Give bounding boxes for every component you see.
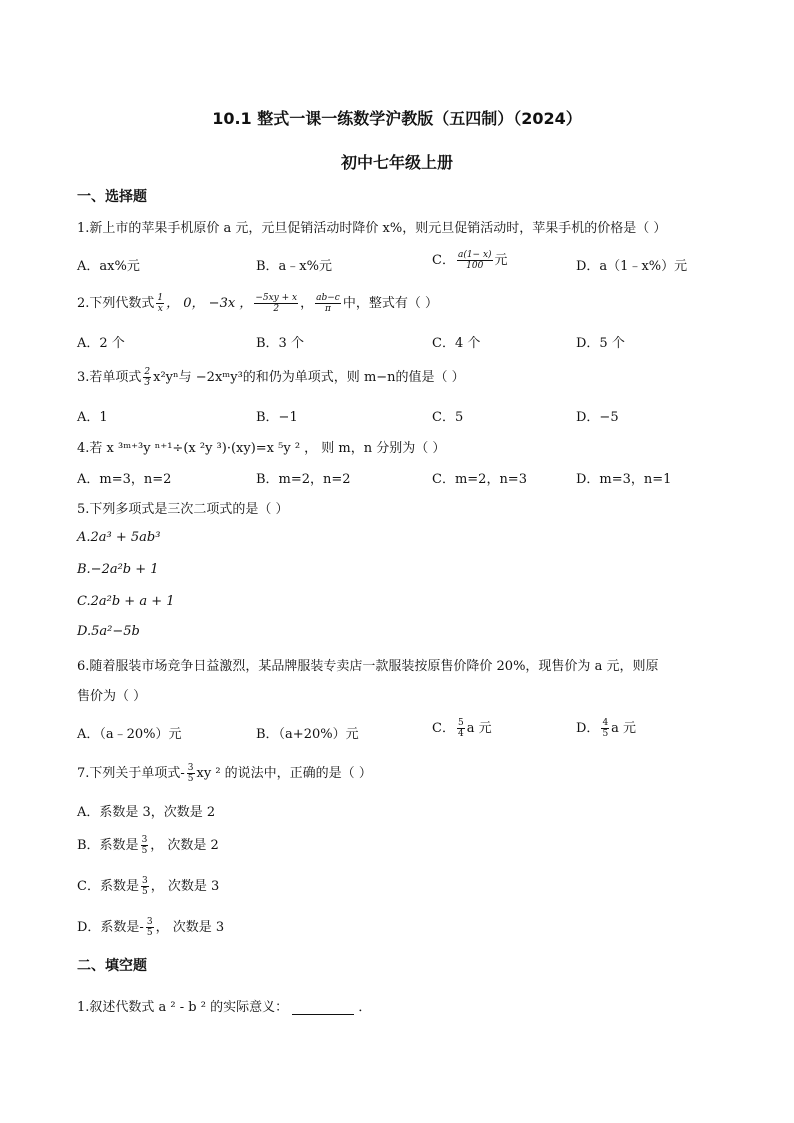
q7-stem: 7.下列关于单项式- $\frac{3}{5}$ xy ² 的说法中，正确的是（ ） <box>77 763 372 784</box>
q1-option-a: A．ax%元 <box>77 259 140 274</box>
q3-stem: 3.若单项式 $\frac{2}{3}$ x²yⁿ与 −2xᵐy³的和仍为单项式，则 m−n的值是（ ） <box>77 367 465 388</box>
q5-option-d: D.5a²−5b <box>77 624 140 639</box>
q4-option-a: A．m=3，n=2 <box>77 472 172 487</box>
fraction: $\frac{ab-c}{\pi}$ <box>316 293 340 314</box>
fraction: $\frac{a(1- x)}{100}$ <box>457 250 492 271</box>
q2-stem: 2.下列代数式 $\frac{1}{x}$ ， 0， −3x ， $\frac{-5xy + x}{2}$ ， $\frac{ab-c}{\pi}$ 中，整式有（ ） <box>77 293 438 314</box>
answer-blank[interactable] <box>292 1002 354 1015</box>
q6-option-b: B．（a+20%）元 <box>256 727 359 742</box>
q1-option-b: B．a﹣x%元 <box>256 259 332 274</box>
q5-option-c: C.2a²b + a + 1 <box>77 594 175 609</box>
fraction: $\frac{-5xy + x}{2}$ <box>255 293 298 314</box>
fraction: $\frac{3}{5}$ <box>187 763 194 784</box>
fraction: $\frac{3}{5}$ <box>141 835 148 856</box>
q1-option-d: D．a（1﹣x%）元 <box>576 259 688 274</box>
q4-option-d: D．m=3，n=1 <box>576 472 672 487</box>
q3-option-c: C．5 <box>432 410 464 425</box>
q4-option-c: C．m=2，n=3 <box>432 472 527 487</box>
fraction: $\frac{5}{4}$ <box>457 718 464 739</box>
q4-stem: 4.若 x ³ᵐ⁺³y ⁿ⁺¹÷(x ²y ³)·(xy)=x ⁵y ² ， 则 m，n 分别为（ ） <box>77 441 446 456</box>
q3-option-d: D．−5 <box>576 410 619 425</box>
q5-option-b: B.−2a²b + 1 <box>77 562 159 577</box>
section-choice-heading: 一、选择题 <box>77 189 147 205</box>
fraction: $\frac{3}{5}$ <box>146 917 153 938</box>
q2-option-a: A．2 个 <box>77 336 125 351</box>
q7-option-c: C．系数是 $\frac{3}{5}$ ， 次数是 3 <box>77 876 220 897</box>
q1-option-c: C． $\frac{a(1- x)}{100}$ 元 <box>432 250 508 271</box>
q2-option-d: D．5 个 <box>576 336 625 351</box>
q7-option-d: D．系数是- $\frac{3}{5}$ ， 次数是 3 <box>77 917 225 938</box>
section-fill-heading: 二、填空题 <box>77 958 147 974</box>
fill1-stem: 1.叙述代数式 a ² - b ² 的实际意义： ． <box>77 1000 372 1015</box>
q6-option-c: C． $\frac{5}{4}$ a 元 <box>432 718 492 739</box>
q5-option-a: A.2a³ + 5ab³ <box>77 530 161 545</box>
q1-stem: 1.新上市的苹果手机原价 a 元，元旦促销活动时降价 x%，则元旦促销活动时，苹果手机的价格是（ ） <box>77 221 667 236</box>
fraction: $\frac{1}{x}$ <box>157 293 164 314</box>
q6-stem-line2: 售价为（ ） <box>77 689 147 704</box>
q3-option-a: A．1 <box>77 410 108 425</box>
q6-option-a: A．（a﹣20%）元 <box>77 727 182 742</box>
q5-stem: 5.下列多项式是三次二项式的是（ ） <box>77 502 289 517</box>
fraction: $\frac{4}{5}$ <box>602 718 609 739</box>
fraction: $\frac{2}{3}$ <box>144 367 151 388</box>
q7-option-b: B．系数是 $\frac{3}{5}$ ， 次数是 2 <box>77 835 219 856</box>
document-title: 10.1 整式一课一练数学沪教版（五四制）（2024） <box>212 109 582 128</box>
q4-option-b: B．m=2，n=2 <box>256 472 351 487</box>
q2-option-b: B．3 个 <box>256 336 304 351</box>
q6-option-d: D． $\frac{4}{5}$ a 元 <box>576 718 637 739</box>
q2-option-c: C．4 个 <box>432 336 481 351</box>
q3-option-b: B．−1 <box>256 410 298 425</box>
fraction: $\frac{3}{5}$ <box>141 876 148 897</box>
q7-option-a: A．系数是 3，次数是 2 <box>77 805 216 820</box>
q6-stem-line1: 6.随着服装市场竞争日益激烈，某品牌服装专卖店一款服装按原售价降价 20%，现售价为 a 元，则原 <box>77 659 659 674</box>
document-subtitle: 初中七年级上册 <box>340 153 453 172</box>
